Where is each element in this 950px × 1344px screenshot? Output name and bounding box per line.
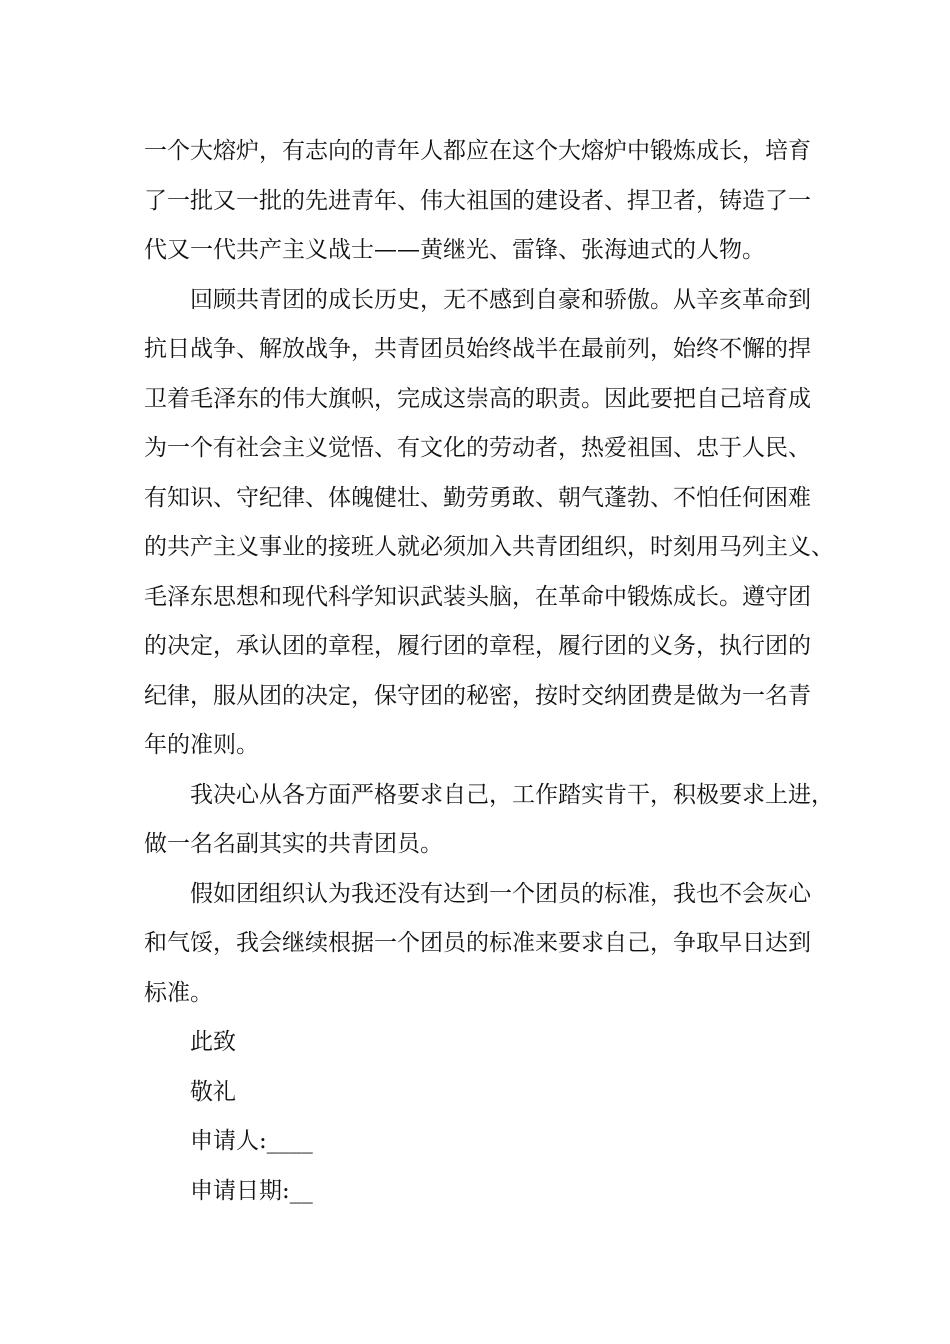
text-line: 标准。 bbox=[144, 979, 213, 1006]
closing-regards: 敬礼 bbox=[190, 1078, 236, 1105]
text-line: 一个大熔炉，有志向的青年人都应在这个大熔炉中锻炼成长，培育 bbox=[144, 138, 811, 164]
text-line: 做一名名副其实的共青团员。 bbox=[144, 831, 443, 857]
text-line: 的共产主义事业的接班人就必须加入共青团组织，时刻用马列主义、 bbox=[144, 534, 834, 560]
closing-salutation: 此致 bbox=[190, 1029, 236, 1055]
text-line: 毛泽东思想和现代科学知识武装头脑，在革命中锻炼成长。遵守团 bbox=[144, 583, 811, 610]
text-line: 我决心从各方面严格要求自己，工作踏实肯干，积极要求上进， bbox=[190, 781, 834, 808]
text-line: 有知识、守纪律、体魄健壮、勤劳勇敢、朝气蓬勃、不怕任何困难 bbox=[144, 484, 811, 511]
text-line: 年的准则。 bbox=[144, 732, 259, 758]
text-line: 纪律，服从团的决定，保守团的秘密，按时交纳团费是做为一名青 bbox=[144, 682, 811, 709]
text-line: 了一批又一批的先进青年、伟大祖国的建设者、捍卫者，铸造了一 bbox=[144, 187, 811, 214]
text-line: 卫着毛泽东的伟大旗帜，完成这崇高的职责。因此要把自己培育成 bbox=[144, 385, 811, 412]
text-line: 回顾共青团的成长历史，无不感到自豪和骄傲。从辛亥革命到 bbox=[190, 286, 811, 313]
text-line: 抗日战争、解放战争，共青团员始终战半在最前列，始终不懈的捍 bbox=[144, 336, 811, 362]
text-line: 假如团组织认为我还没有达到一个团员的标准，我也不会灰心 bbox=[190, 880, 811, 907]
text-line: 和气馁，我会继续根据一个团员的标准来要求自己，争取早日达到 bbox=[144, 930, 811, 956]
text-line: 的决定，承认团的章程，履行团的章程，履行团的义务，执行团的 bbox=[144, 633, 811, 659]
text-line: 代又一代共产主义战士——黄继光、雷锋、张海迪式的人物。 bbox=[144, 237, 765, 263]
document-body bbox=[144, 127, 844, 1216]
text-line: 为一个有社会主义觉悟、有文化的劳动者，热爱祖国、忠于人民、 bbox=[144, 435, 811, 461]
application-date-line: 申请日期:__ bbox=[190, 1177, 313, 1204]
applicant-line: 申请人:____ bbox=[190, 1128, 313, 1154]
